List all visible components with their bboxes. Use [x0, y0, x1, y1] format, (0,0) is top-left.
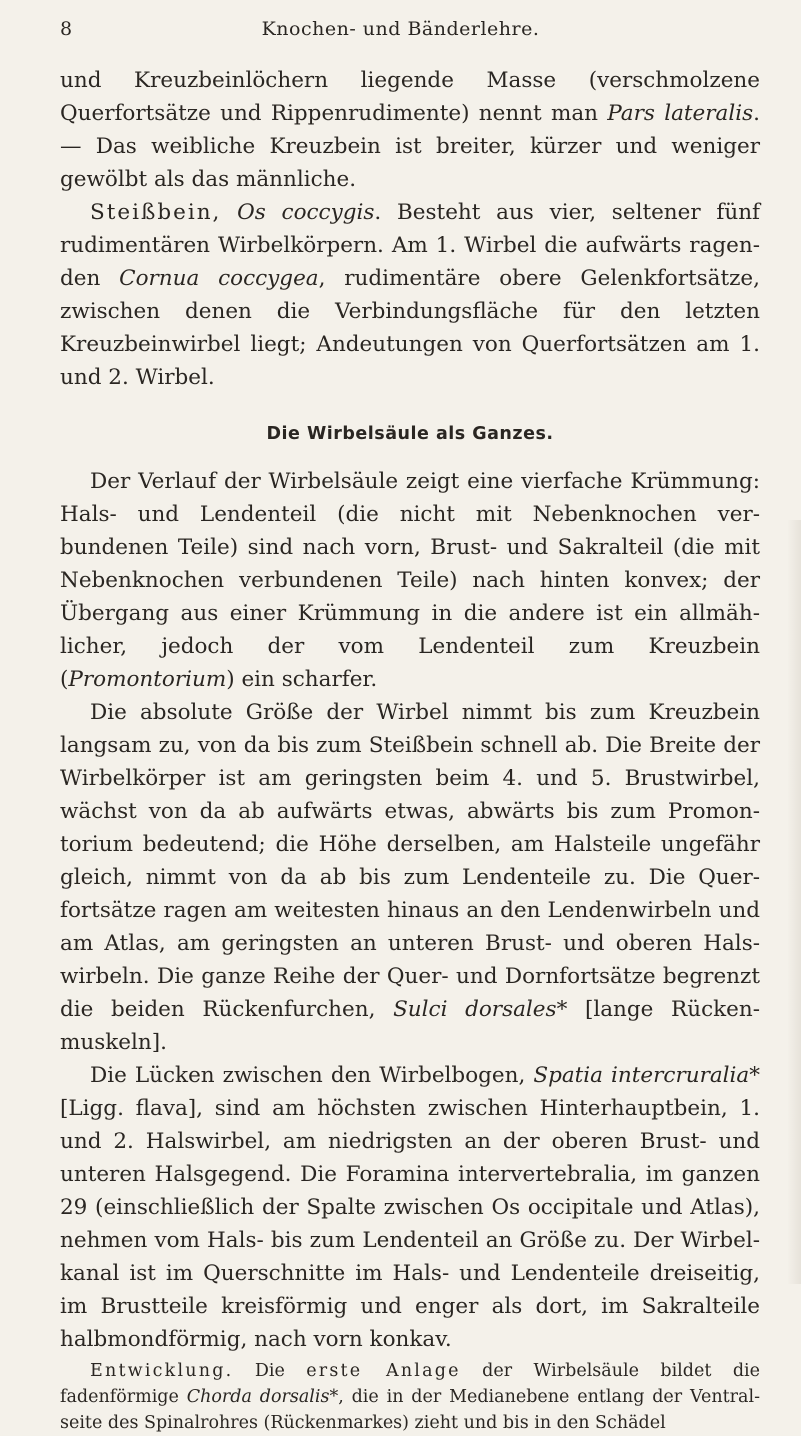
paragraph-development: Entwicklung. Die erste Anlage der Wirbelsäule bildet die fadenförmige Chorda dorsalis*, die in der Medianebene entlang der Ventralseite des Spinalrohres (Rückenmarkes) zieht und bis in den Schädel: [60, 1361, 761, 1433]
page-edge-shadow: [787, 520, 801, 1284]
paragraph-sacrum-continued: und Kreuzbeinlöchern liegende Masse (verschmolzene Querfortsätze und Rippenrudimente) nennt man Pars lateralis. — Das weibliche Kreuzbein ist breiter, kürzer und weniger gewölbt als das männliche.: [60, 68, 760, 192]
latin-term: Cornua coccygea: [119, 266, 319, 291]
latin-term: Promontorium: [68, 667, 227, 692]
page-number: 8: [60, 18, 73, 40]
running-title: Knochen- und Bänderlehre.: [261, 18, 540, 40]
paragraph-curvature: Der Verlauf der Wirbelsäule zeigt eine vierfache Krümmung: Hals- und Lendenteil (die nicht mit Nebenknochen verbundenen Teile) sind nach vorn, Brust- und Sakralteil (die mit Nebenknochen verbundenen Teile) nach hinten konvex; der Übergang aus einer Krümmung in die andere ist ein allmählicher, jedoch der vom Lendenteil zum Kreuzbein (Promontorium) ein scharfer.: [60, 469, 760, 692]
term-heading: Entwicklung.: [90, 1361, 234, 1381]
paragraph-gaps: Die Lücken zwischen den Wirbelbogen, Spatia intercruralia* [Ligg. flava], sind am höchsten zwischen Hinterhauptbein, 1. und 2. Halswirbel, am niedrigsten an der oberen Brust- und unteren Halsgegend. Die Foramina intervertebralia, im ganzen 29 (einschließlich der Spalte zwischen Os occipitale und Atlas), nehmen vom Hals- bis zum Lendenteil an Größe zu. Der Wirbelkanal ist im Querschnitte im Hals- und Lendenteile dreiseitig, im Brustteile kreisförmig und enger als dort, im Sakralteile halbmondförmig, nach vorn konkav.: [60, 1063, 760, 1352]
page-body: [60, 64, 760, 1436]
latin-term: Os coccygis: [237, 200, 375, 225]
page-header: [0, 18, 801, 48]
latin-term: Sulci dorsales*: [393, 997, 568, 1022]
term-heading: Steißbein,: [90, 200, 222, 225]
paragraph-size: Die absolute Größe der Wirbel nimmt bis zum Kreuzbein langsam zu, von da bis zum Steißbein schnell ab. Die Breite der Wirbelkörper ist am geringsten beim 4. und 5. Brustwirbel, wächst von da ab aufwärts etwas, abwärts bis zum Promontorium bedeutend; die Höhe derselben, am Halsteile ungefähr gleich, nimmt von da ab bis zum Lendenteile zu. Die Querfortsätze ragen am weitesten hinaus an den Lendenwirbeln und am Atlas, am geringsten an unteren Brust- und oberen Halswirbeln. Die ganze Reihe der Quer- und Dornfortsätze begrenzt die beiden Rückenfurchen, Sulci dorsales* [lange Rückenmuskeln].: [60, 700, 760, 1055]
paragraph-coccyx: Steißbein, Os coccygis. Besteht aus vier, seltener fünf rudimentären Wirbelkörpern. Am 1. Wirbel die aufwärts ragenden Cornua coccygea, rudimentäre obere Gelenkfortsätze, zwischen denen die Verbindungsfläche für den letzten Kreuzbeinwirbel liegt; Andeutungen von Querfortsätzen am 1. und 2. Wirbel.: [60, 200, 761, 390]
section-title: Die Wirbelsäule als Ganzes.: [266, 424, 554, 444]
latin-term: Pars lateralis: [607, 101, 754, 126]
latin-term: Chorda dorsalis*: [186, 1387, 339, 1407]
latin-term: Spatia intercruralia*: [533, 1063, 760, 1088]
